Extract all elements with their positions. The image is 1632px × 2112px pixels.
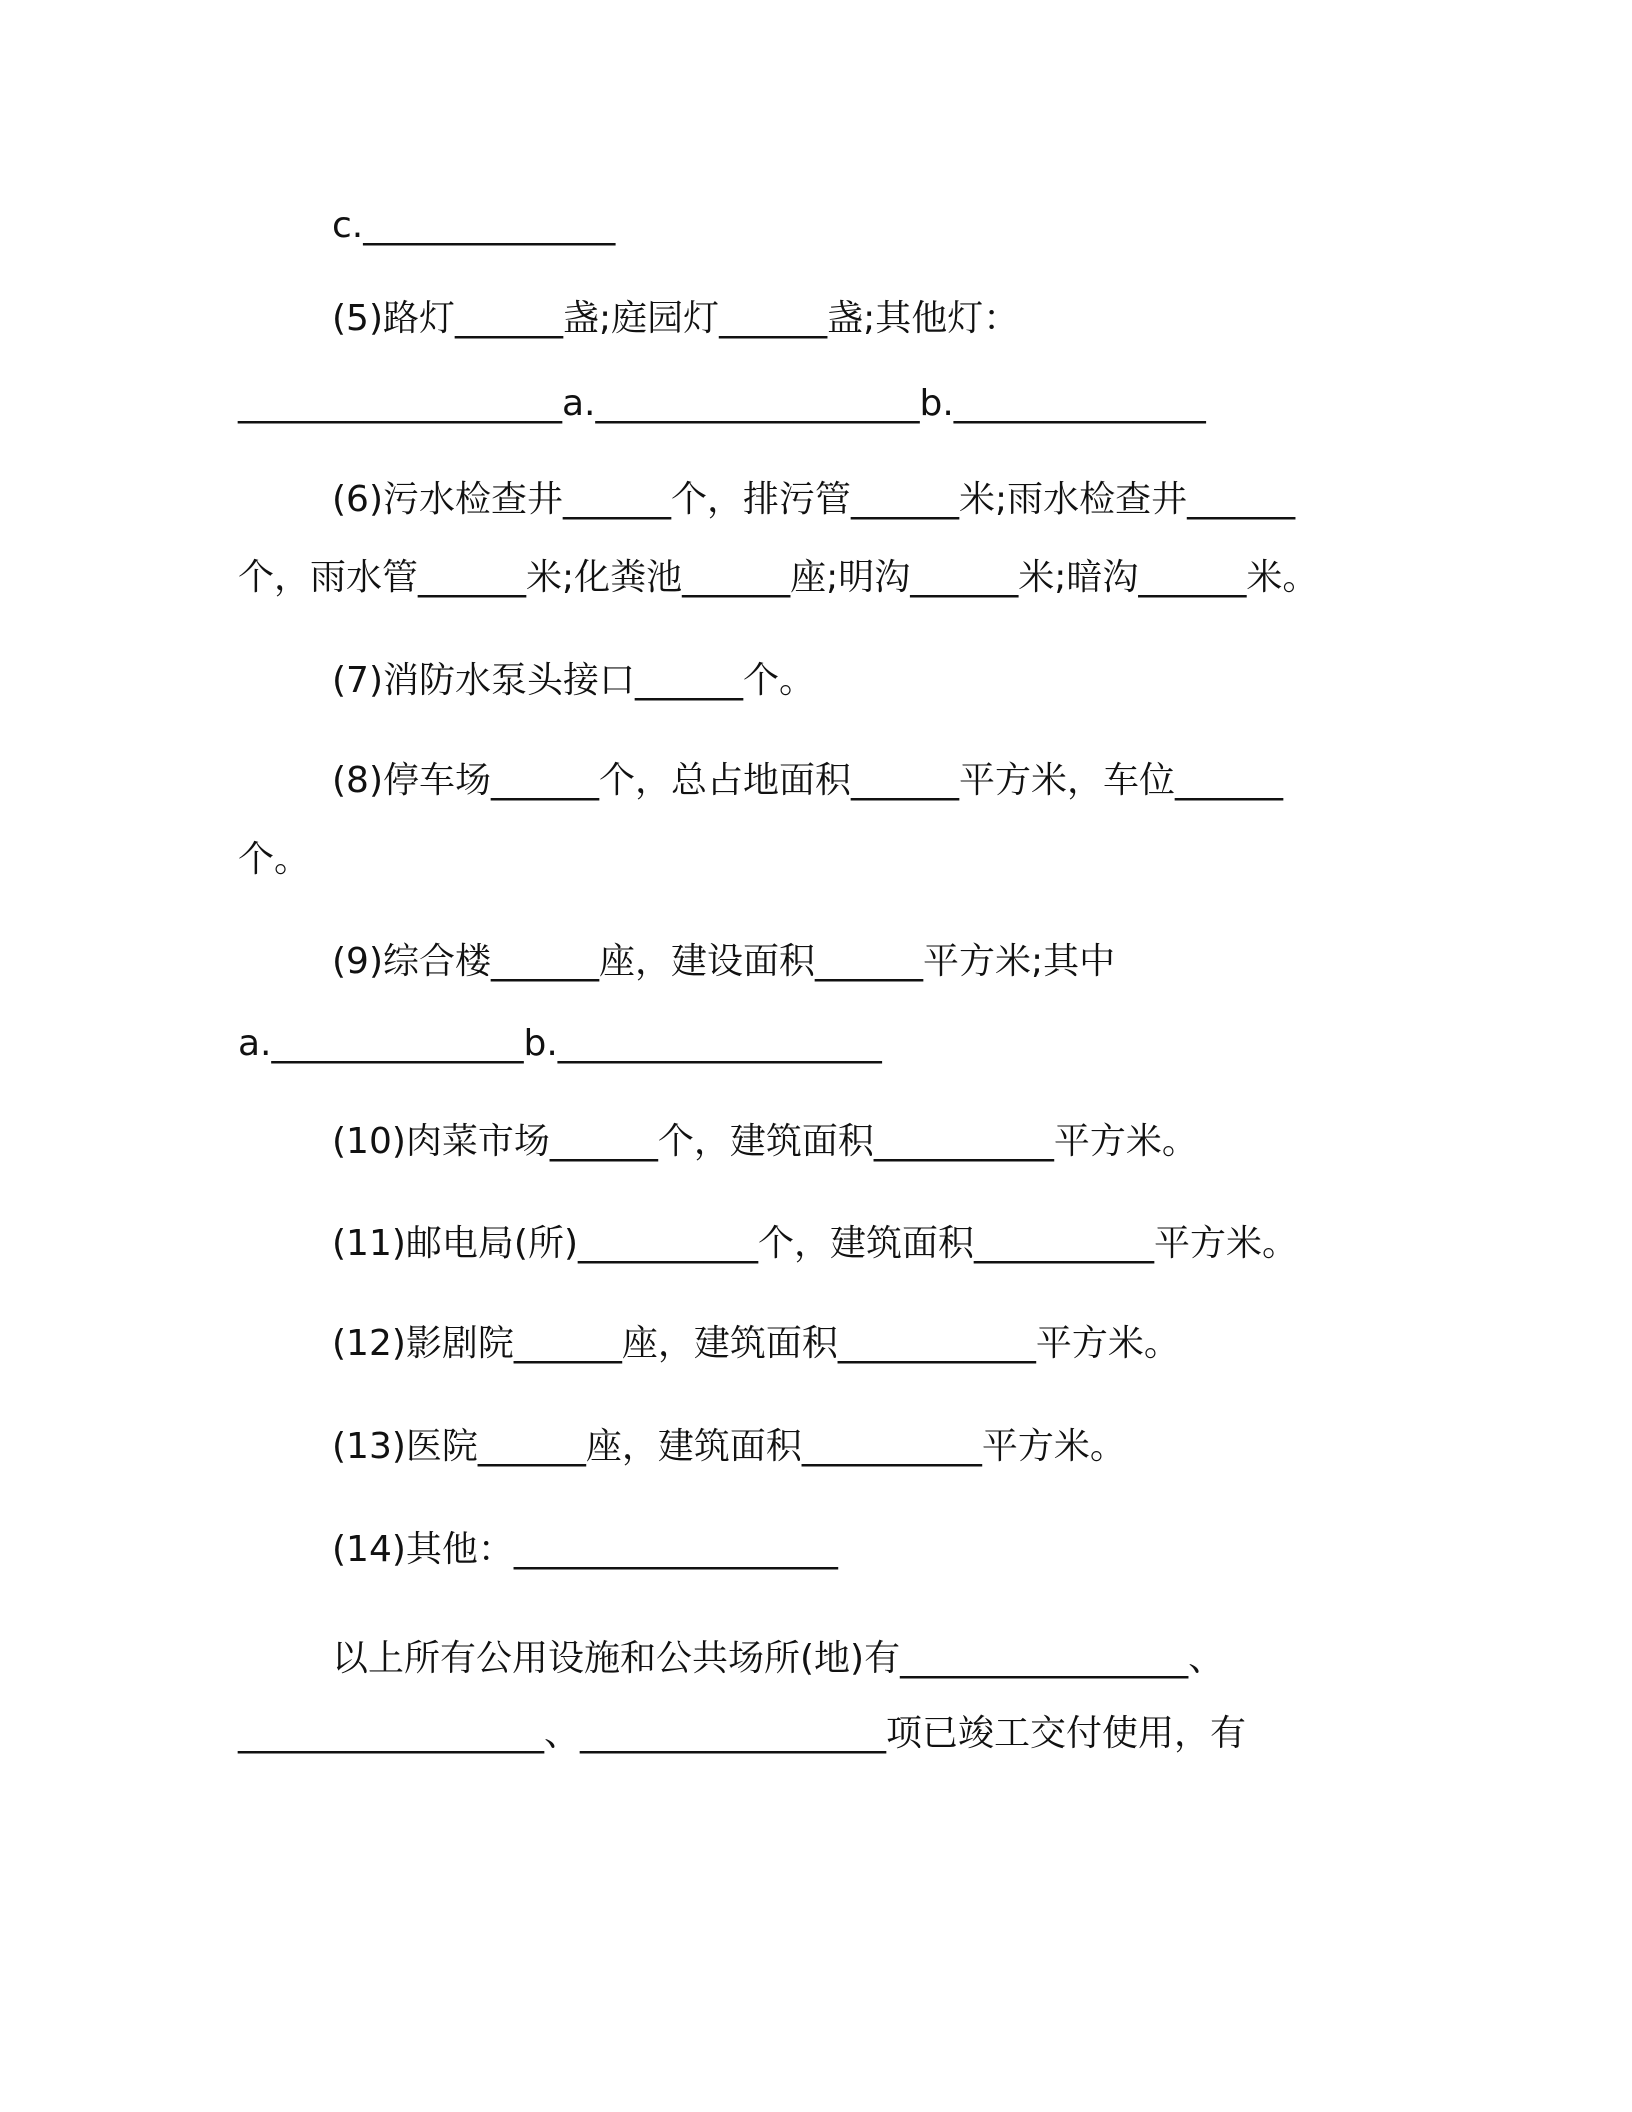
line-item-9-continued: a.______________b.__________________ [238,1023,882,1064]
line-other-lights-blanks: __________________a.__________________b.______________ [238,383,1206,424]
line-item-14-other: (14)其他：__________________ [332,1529,838,1570]
line-item-10-market: (10)肉菜市场______个，建筑面积__________平方米。 [332,1121,1198,1162]
line-summary-continued: _________________、_________________项已竣工交付使用，有 [238,1713,1247,1754]
line-summary: 以上所有公用设施和公共场所(地)有________________、 [332,1638,1225,1679]
line-item-8-parking: (8)停车场______个，总占地面积______平方米，车位______ [332,760,1283,801]
line-item-8-continued: 个。 [238,839,311,880]
line-item-7-fire-pump: (7)消防水泵头接口______个。 [332,660,815,701]
line-item-6-continued: 个，雨水管______米;化粪池______座;明沟______米;暗沟______米。 [238,557,1319,598]
line-item-11-post-office: (11)邮电局(所)__________个，建筑面积__________平方米。 [332,1223,1298,1264]
line-item-12-theater: (12)影剧院______座，建筑面积___________平方米。 [332,1323,1180,1364]
line-item-c: c.______________ [332,205,616,246]
line-item-9-complex-building: (9)综合楼______座，建设面积______平方米;其中 [332,941,1116,982]
line-item-6-sewer: (6)污水检查井______个，排污管______米;雨水检查井______ [332,479,1296,520]
line-item-5-street-lights: (5)路灯______盏;庭园灯______盏;其他灯： [332,298,1020,339]
line-item-13-hospital: (13)医院______座，建筑面积__________平方米。 [332,1426,1126,1467]
